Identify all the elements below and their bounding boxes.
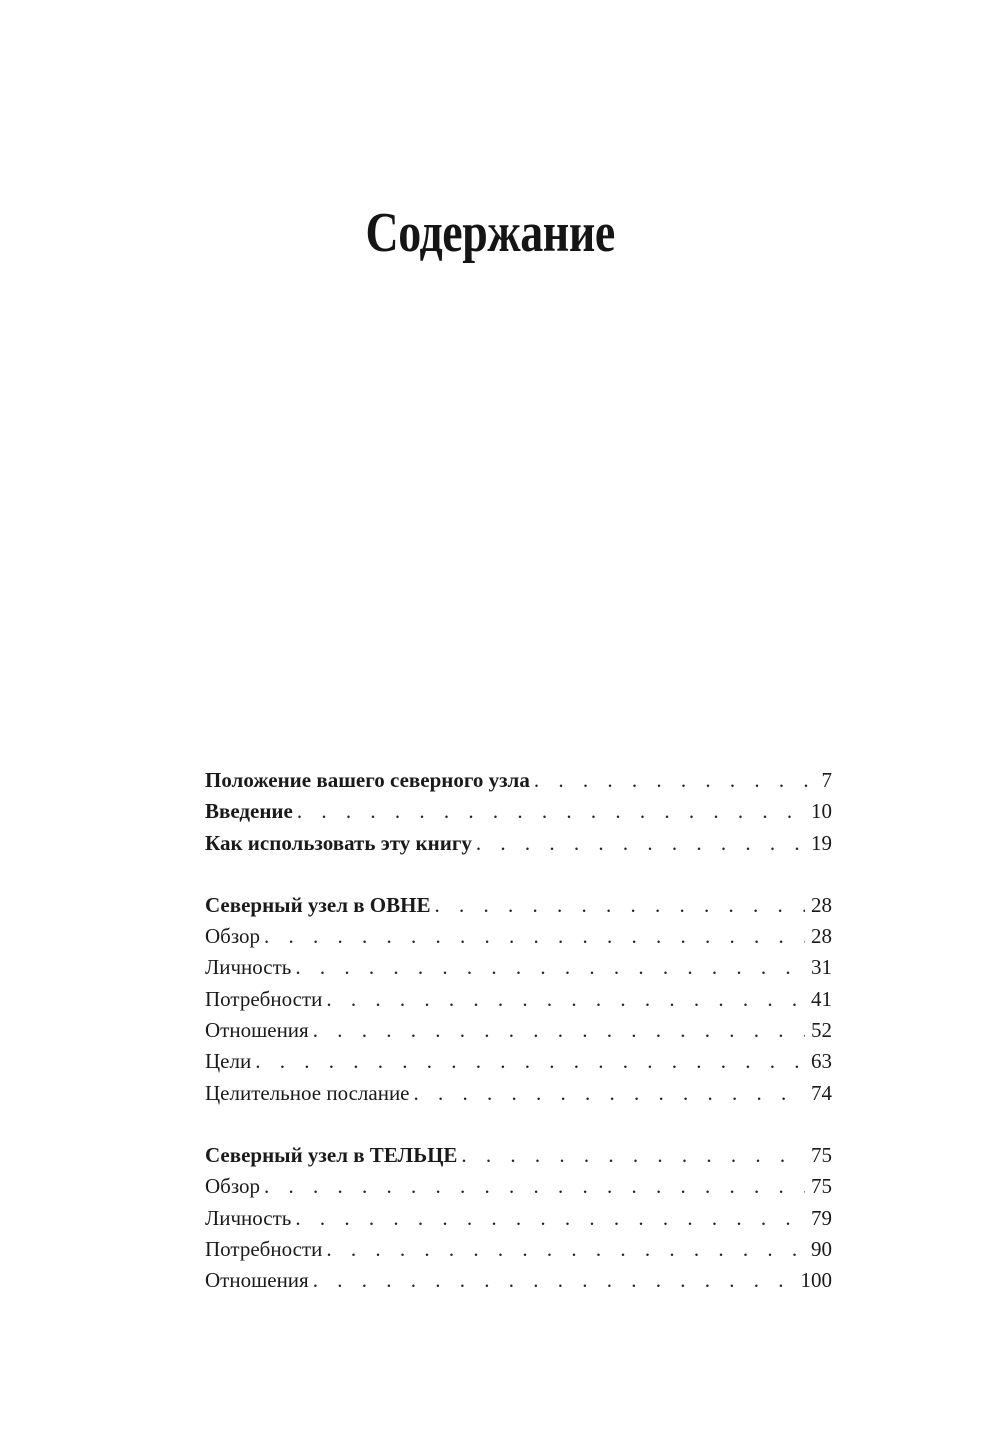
toc-entry-page: 63	[811, 1049, 832, 1074]
toc-entry-label: Обзор	[205, 1174, 261, 1199]
toc-entry-page: 100	[800, 1268, 832, 1293]
toc-entry-page: 41	[811, 986, 832, 1011]
dot-leader	[297, 796, 805, 827]
toc-entry-label: Личность	[205, 955, 292, 980]
dot-leader	[435, 890, 806, 921]
dot-leader	[264, 921, 805, 952]
toc-entry[interactable]	[205, 796, 832, 827]
toc-entry[interactable]	[205, 828, 832, 859]
toc-entry-label: Положение вашего северного узла	[205, 768, 530, 792]
toc-entry-page: 31	[811, 955, 832, 980]
toc-entry-page: 52	[811, 1018, 832, 1043]
dot-leader	[295, 1203, 805, 1234]
toc-entry-page: 75	[811, 1174, 832, 1199]
toc-entry-label: Северный узел в ОВНЕ	[205, 892, 431, 917]
toc-entry-label: Потребности	[205, 1236, 323, 1261]
toc-entry-label: Отношения	[205, 1268, 309, 1293]
toc-entry[interactable]	[205, 984, 832, 1015]
dot-leader	[313, 1015, 805, 1046]
dot-leader	[295, 952, 805, 983]
toc-entry[interactable]	[205, 1046, 832, 1077]
toc-entry-page: 90	[811, 1236, 832, 1261]
toc-entry-page: 75	[811, 1142, 832, 1167]
page-title: Содержание	[365, 201, 615, 264]
toc-group-aries	[205, 890, 832, 1109]
toc-entry-label: Обзор	[205, 924, 261, 949]
dot-leader	[326, 1234, 805, 1265]
toc-entry-label: Потребности	[205, 986, 323, 1011]
toc-entry-page: 19	[811, 830, 832, 855]
dot-leader	[414, 1078, 805, 1109]
dot-leader	[476, 828, 805, 859]
dot-leader	[534, 765, 812, 796]
toc-entry[interactable]	[205, 1140, 832, 1171]
toc-entry-label: Введение	[205, 799, 293, 824]
toc-entry[interactable]	[205, 1234, 832, 1265]
dot-leader	[255, 1046, 805, 1077]
toc-entry-label: Как использовать эту книгу	[205, 830, 472, 855]
dot-leader	[326, 984, 805, 1015]
toc-entry[interactable]	[205, 1265, 832, 1296]
toc-entry-label: Северный узел в ТЕЛЬЦЕ	[205, 1142, 458, 1167]
toc-entry-label: Отношения	[205, 1018, 309, 1043]
toc-entry-page: 10	[811, 799, 832, 824]
toc-entry[interactable]	[205, 890, 832, 921]
toc-group-intro	[205, 765, 832, 859]
toc-entry-label: Цели	[205, 1049, 252, 1074]
toc-group-taurus	[205, 1140, 832, 1296]
toc-entry-label: Личность	[205, 1205, 292, 1230]
toc-entry-label: Целительное послание	[205, 1080, 410, 1105]
table-of-contents	[205, 765, 832, 1296]
toc-entry[interactable]	[205, 1015, 832, 1046]
toc-entry[interactable]	[205, 1171, 832, 1202]
toc-entry[interactable]	[205, 765, 832, 796]
toc-entry-page: 28	[811, 892, 832, 917]
toc-entry-page: 74	[811, 1080, 832, 1105]
dot-leader	[264, 1171, 805, 1202]
toc-entry[interactable]	[205, 921, 832, 952]
toc-entry-page: 79	[811, 1205, 832, 1230]
dot-leader	[461, 1140, 805, 1171]
toc-entry[interactable]	[205, 1078, 832, 1109]
toc-entry[interactable]	[205, 1203, 832, 1234]
dot-leader	[313, 1265, 795, 1296]
toc-entry-page: 28	[811, 924, 832, 949]
toc-entry-page: 7	[821, 768, 832, 792]
toc-entry[interactable]	[205, 952, 832, 983]
